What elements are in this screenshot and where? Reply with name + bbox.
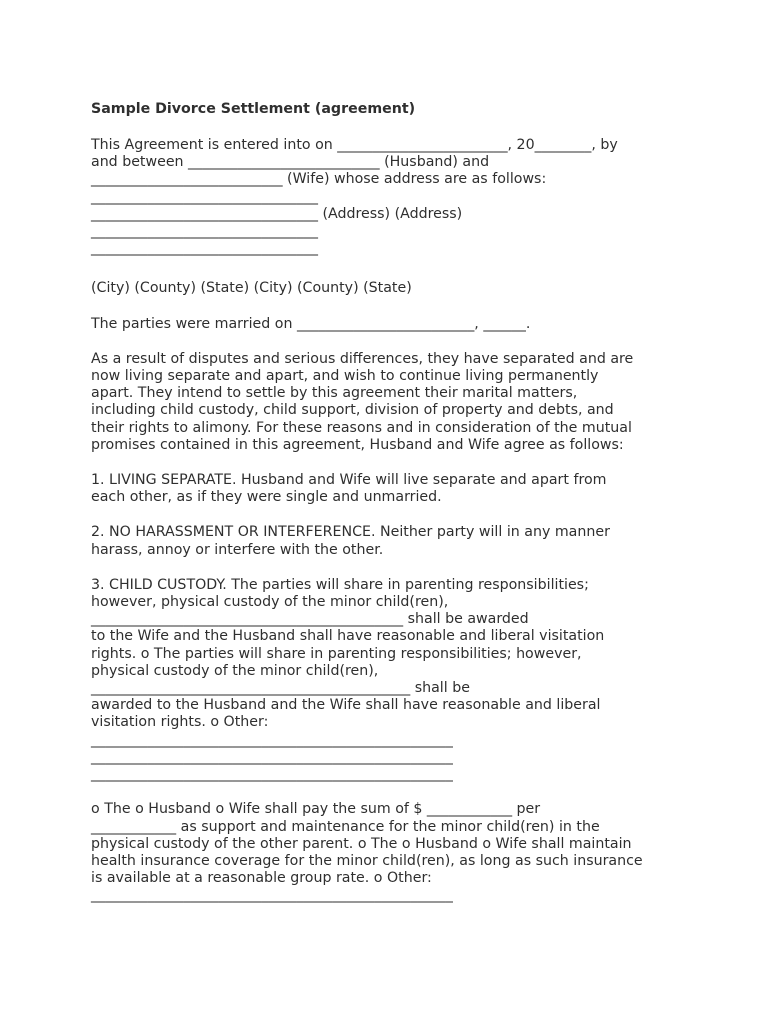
section-no-harassment [91,524,691,558]
text-line: As a result of disputes and serious differences, they have separated and are [91,350,634,367]
text-line: physical custody of the other parent. o The o Husband o Wife shall maintain [91,835,632,852]
document-page [91,100,691,905]
text-line: rights. o The parties will share in parenting responsibilities; however, [91,645,582,662]
text-line: 3. CHILD CUSTODY. The parties will share in parenting responsibilities; [91,576,589,593]
text-line: apart. They intend to settle by this agreement their marital matters, [91,385,578,402]
text-line: physical custody of the minor child(ren), [91,662,379,679]
text-line: including child custody, child support, division of property and debts, and [91,402,614,419]
intro-paragraph [91,137,691,257]
text-line: to the Wife and the Husband shall have reasonable and liberal visitation [91,628,605,645]
text-line: o The o Husband o Wife shall pay the sum of $ ____________ per [91,801,541,818]
section-child-support [91,801,691,904]
text-line: is available at a reasonable group rate. o Other: [91,870,432,887]
text-line: 2. NO HARASSMENT OR INTERFERENCE. Neither party will in any manner [91,524,610,541]
text-line: however, physical custody of the minor child(ren), [91,594,449,611]
text-line: promises contained in this agreement, Husband and Wife agree as follows: [91,436,624,453]
city-county-state-line: (City) (County) (State) (City) (County) (State) [91,280,412,297]
text-line: ___________________________________________________ [91,766,453,783]
text-line: their rights to alimony. For these reasons and in consideration of the mutual [91,419,632,436]
document-title: Sample Divorce Settlement (agreement) [91,101,416,117]
text-line: each other, as if they were single and unmarried. [91,489,442,506]
recitals-paragraph [91,351,691,454]
married-date-line: The parties were married on _________________________, ______. [91,315,531,332]
text-line: and between ___________________________ (Husband) and [91,154,490,171]
text-line: visitation rights. o Other: [91,714,269,731]
text-line: ____________ as support and maintenance for the minor child(ren) in the [91,818,600,835]
section-child-custody [91,577,691,783]
text-line: ____________________________________________ shall be awarded [91,611,529,628]
text-line: ________________________________ [91,223,318,240]
text-line: awarded to the Husband and the Wife shall have reasonable and liberal [91,697,601,714]
text-line: ________________________________ [91,240,318,257]
text-line: ___________________________________________________ [91,748,453,765]
text-line: ___________________________________________________ [91,887,453,904]
text-line: 1. LIVING SEPARATE. Husband and Wife will live separate and apart from [91,472,607,489]
text-line: now living separate and apart, and wish to continue living permanently [91,368,599,385]
text-line: This Agreement is entered into on ________________________, 20________, by [91,137,618,153]
text-line: ___________________________ (Wife) whose address are as follows: [91,171,547,188]
text-line: ________________________________ [91,188,318,205]
text-line: ________________________________ (Address) (Address) [91,205,463,222]
text-line: health insurance coverage for the minor child(ren), as long as such insurance [91,852,643,869]
section-living-separate [91,472,691,506]
text-line: harass, annoy or interfere with the other. [91,541,384,558]
text-line: _____________________________________________ shall be [91,680,470,697]
text-line: ___________________________________________________ [91,731,453,748]
